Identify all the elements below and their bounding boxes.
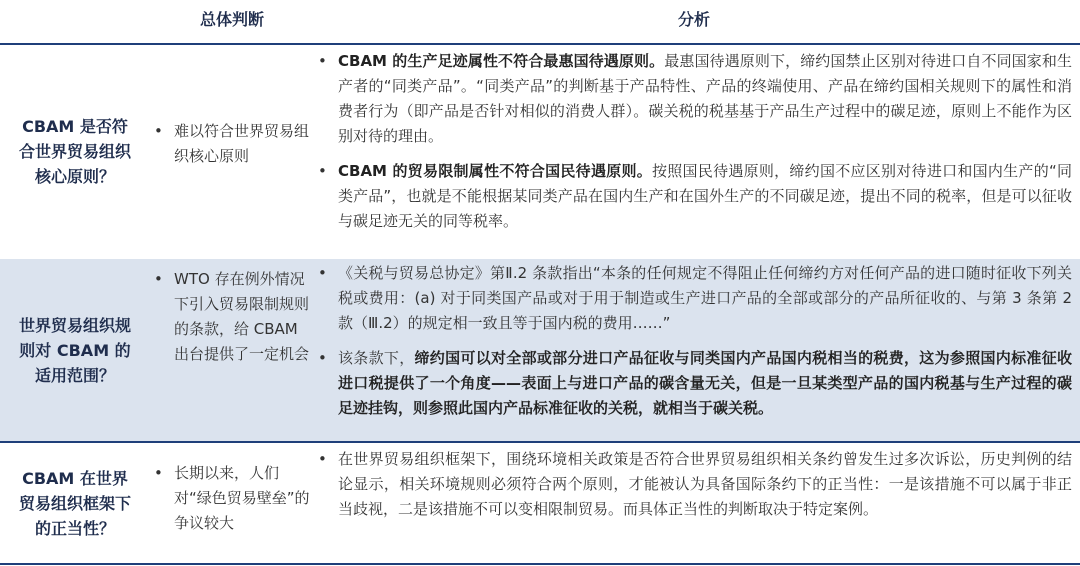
table-header bbox=[0, 0, 1080, 43]
row-1-title: CBAM 是否符合世界贸易组织核心原则？ bbox=[19, 116, 132, 186]
row-1-judgment: • 难以符合世界贸易组织核心原则 bbox=[152, 119, 312, 169]
header-judgment: 总体判断 bbox=[199, 10, 264, 29]
analysis-point: • 该条款下，缔约国可以对全部或部分进口产品征收与同类国内产品国内税相当的税费，这为参照国内标准征收进口税提供了一个角度——表面上与进口产品的碳含量无关，但是一旦某类型产品的国内税基与生产过程的碳足迹挂钩，则参照此国内产品标准征收的关税，就相当于碳关税。 bbox=[316, 346, 1072, 421]
row-3-judgment: • 长期以来，人们对“绿色贸易壁垒”的争议较大 bbox=[152, 461, 312, 536]
bullet-icon: • bbox=[318, 52, 327, 70]
table-row-1 bbox=[0, 45, 1080, 257]
row-3-title: CBAM 在世界贸易组织框架下的正当性？ bbox=[19, 468, 132, 538]
analysis-point: • CBAM 的生产足迹属性不符合最惠国待遇原则。最惠国待遇原则下，缔约国禁止区别对待进口自不同国家和生产者的“同类产品”。“同类产品”的判断基于产品特性、产品的终端使用、产品在缔约国相关规则下的属性和消费者行为（即产品是否针对相似的消费人群）。碳关税的税基基于产品生产过程中的碳足迹，原则上不能作为区别对待的理由。 bbox=[316, 49, 1072, 149]
row-2-analysis bbox=[316, 261, 1072, 421]
bullet-icon: • bbox=[154, 270, 163, 288]
table-row-3 bbox=[0, 443, 1080, 563]
row-2-title: 世界贸易组织规则对 CBAM 的适用范围？ bbox=[19, 315, 132, 385]
table-row-2 bbox=[0, 259, 1080, 441]
bullet-icon: • bbox=[318, 264, 327, 282]
row-3-analysis bbox=[316, 447, 1072, 522]
bullet-icon: • bbox=[154, 122, 163, 140]
analysis-point: • CBAM 的贸易限制属性不符合国民待遇原则。按照国民待遇原则，缔约国不应区别对待进口和国内生产的“同类产品”，也就是不能根据某同类产品在国内生产和在国外生产的不同碳足迹，提出不同的税率，但是可以征收与碳足迹无关的同等税率。 bbox=[316, 159, 1072, 234]
row-1-analysis bbox=[316, 49, 1072, 234]
bullet-icon: • bbox=[318, 349, 327, 367]
analysis-point: • 在世界贸易组织框架下，围绕环境相关政策是否符合世界贸易组织相关条约曾发生过多次诉讼，历史判例的结论显示，相关环境规则必须符合两个原则，才能被认为具备国际条约下的正当性：一是该措施不可以属于非正当歧视，二是该措施不可以变相限制贸易。而具体正当性的判断取决于特定案例。 bbox=[316, 447, 1072, 522]
header-analysis: 分析 bbox=[677, 10, 710, 29]
bullet-icon: • bbox=[154, 464, 163, 482]
bullet-icon: • bbox=[318, 162, 327, 180]
analysis-point: • 《关税与贸易总协定》第Ⅱ.2 条款指出“本条的任何规定不得阻止任何缔约方对任何产品的进口随时征收下列关税或费用：(a) 对于同类国产品或对于用于制造或生产进口产品的全部或部分的产品所征收的、与第 3 条第 2 款（Ⅲ.2）的规定相一致且等于国内税的费用……” bbox=[316, 261, 1072, 336]
bottom-rule bbox=[0, 563, 1080, 565]
bullet-icon: • bbox=[318, 450, 327, 468]
row-2-judgment: • WTO 存在例外情况下引入贸易限制规则的条款，给 CBAM 出台提供了一定机会 bbox=[152, 267, 312, 367]
